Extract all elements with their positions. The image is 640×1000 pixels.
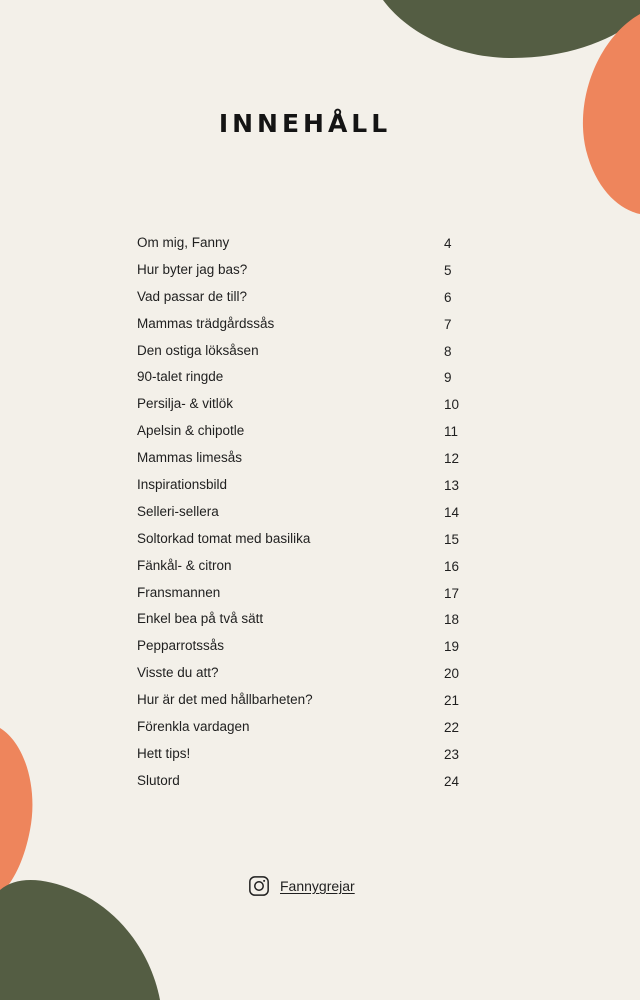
instagram-icon — [248, 875, 270, 897]
toc-entry-page-number: 4 — [444, 236, 452, 251]
toc-entry-page-number: 7 — [444, 316, 452, 332]
toc-entry-title: Fänkål- & citron — [137, 557, 232, 573]
toc-entry[interactable] — [137, 284, 467, 311]
toc-entry-page-number: 15 — [444, 531, 460, 547]
toc-entry[interactable] — [137, 338, 467, 365]
toc-entry-title: Mammas limesås — [137, 450, 243, 466]
toc-entry-title: Om mig, Fanny — [137, 235, 230, 250]
toc-entry[interactable] — [137, 472, 467, 499]
toc-entry[interactable] — [137, 311, 467, 338]
toc-entry[interactable] — [137, 364, 467, 391]
green-blob-bottom-left — [0, 880, 160, 1000]
toc-entry[interactable] — [137, 257, 467, 284]
orange-blob-bottom-left — [0, 728, 32, 894]
toc-entry-title: Soltorkad tomat med basilika — [137, 530, 311, 546]
toc-entry-page-number: 22 — [444, 720, 460, 736]
toc-entry-page-number: 19 — [444, 639, 460, 655]
toc-entry-page-number: 11 — [444, 424, 459, 440]
page-title: INNEHÅLL — [218, 109, 392, 138]
toc-entry-page-number: 9 — [444, 370, 452, 386]
toc-entry-page-number: 17 — [444, 585, 460, 601]
toc-entry[interactable] — [137, 526, 467, 553]
toc-entry[interactable] — [137, 445, 467, 472]
toc-entry-title: Fransmannen — [137, 584, 221, 600]
toc-entry-page-number: 20 — [444, 666, 460, 682]
table-of-contents — [137, 230, 467, 795]
toc-entry-title: Hett tips! — [137, 745, 191, 761]
toc-entry[interactable] — [137, 418, 467, 445]
toc-entry-page-number: 16 — [444, 558, 460, 574]
toc-entry-page-number: 21 — [444, 693, 460, 709]
toc-entry-title: Persilja- & vitlök — [137, 396, 234, 412]
toc-entry[interactable] — [137, 741, 467, 768]
toc-entry-title: Selleri-sellera — [137, 503, 219, 519]
toc-entry[interactable] — [137, 499, 467, 526]
toc-entry-title: Pepparrotssås — [137, 638, 225, 654]
toc-entry-page-number: 10 — [444, 397, 460, 413]
toc-entry[interactable] — [137, 553, 467, 580]
toc-entry-title: Den ostiga löksåsen — [137, 342, 259, 358]
toc-entry[interactable] — [137, 580, 467, 607]
toc-entry[interactable] — [137, 714, 467, 741]
toc-entry-title: Enkel bea på två sätt — [137, 611, 264, 627]
toc-entry-page-number: 24 — [444, 773, 460, 789]
toc-entry-page-number: 23 — [444, 746, 460, 762]
toc-entry[interactable] — [137, 230, 467, 257]
toc-entry-page-number: 6 — [444, 289, 452, 305]
toc-entry-page-number: 5 — [444, 262, 452, 278]
toc-entry-page-number: 18 — [444, 612, 460, 628]
toc-entry[interactable] — [137, 633, 467, 660]
toc-entry[interactable] — [137, 606, 467, 633]
toc-entry-title: Hur är det med hållbarheten? — [137, 692, 313, 708]
instagram-handle[interactable]: Fannygrejar — [280, 878, 355, 894]
toc-entry-title: Hur byter jag bas? — [137, 261, 248, 277]
toc-entry-page-number: 12 — [444, 451, 460, 467]
toc-entry-title: Visste du att? — [137, 665, 219, 681]
toc-entry-title: Mammas trädgårdssås — [137, 315, 275, 331]
toc-entry-title: Apelsin & chipotle — [137, 423, 245, 439]
toc-entry-page-number: 8 — [444, 343, 452, 359]
toc-entry-title: Inspirationsbild — [137, 477, 228, 493]
instagram-link[interactable] — [248, 874, 355, 898]
toc-entry-title: Vad passar de till? — [137, 288, 248, 304]
toc-entry-page-number: 14 — [444, 504, 460, 520]
green-blob-top — [383, 0, 640, 58]
toc-entry-page-number: 13 — [444, 478, 460, 494]
toc-entry[interactable] — [137, 391, 467, 418]
toc-entry-title: Slutord — [137, 772, 180, 788]
toc-entry-title: Förenkla vardagen — [137, 719, 250, 735]
toc-entry-title: 90-talet ringde — [137, 369, 224, 385]
toc-entry[interactable] — [137, 687, 467, 714]
toc-entry[interactable] — [137, 660, 467, 687]
toc-entry[interactable] — [137, 768, 467, 795]
